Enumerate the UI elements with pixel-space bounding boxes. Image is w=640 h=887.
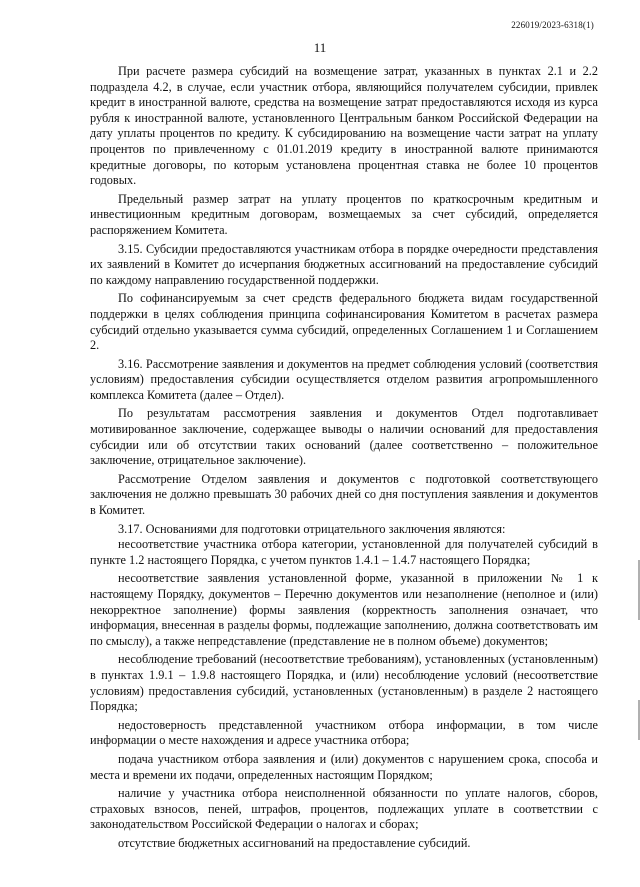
paragraph: При расчете размера субсидий на возмещение затрат, указанных в пунктах 2.1 и 2.2 подраздела 4.2, в случае, если участник отбора, являющийся получателем субсидии, привлек кредит в иностранной валюте, средства на возмещение затрат предоставляются исходя из курса рубля к иностранной валюте, установленного Центральным банком Российской Федерации на дату уплаты процентов по кредиту. К субсидированию на возмещение части затрат на уплату процентов по привлеченному с 01.01.2019 кредиту в иностранной валюте принимаются кредитные договоры, по которым установлена процентная ставка не более 10 процентов годовых. [90, 64, 598, 188]
paragraph: По софинансируемым за счет средств федерального бюджета видам государственной поддержки в целях соблюдения принципа софинансирования Комитетом в расчетах размера субсидий отдельно указывается сумма субсидий, определенных Соглашением 1 и Соглашением 2. [90, 291, 598, 353]
document-registration-number: 226019/2023-6318(1) [511, 20, 594, 30]
list-item: наличие у участника отбора неисполненной обязанности по уплате налогов, сборов, страховых взносов, пеней, штрафов, процентов, подлежащих уплате в соответствии с законодательством Российской Федерации о налогах и сборах; [90, 786, 598, 832]
page-number: 11 [313, 40, 327, 55]
paragraph: 3.16. Рассмотрение заявления и документов на предмет соблюдения условий (соответствия условиям) предоставления субсидии осуществляется отделом развития агропромышленного комплекса Комитета (далее – Отдел). [90, 356, 598, 402]
paragraph: 3.17. Основаниями для подготовки отрицательного заключения являются: [118, 521, 506, 536]
list-item: несоблюдение требований (несоответствие требованиям), установленных (установленным) в пунктах 1.9.1 – 1.9.8 настоящего Порядка, и (или) несоблюдение условий (несоответствие условиям) предоставления субсидий, установленных (установленным) в разделе 2 настоящего Порядка; [90, 652, 598, 714]
list-item: подача участником отбора заявления и (или) документов с нарушением срока, способа и места и времени их подачи, определенных настоящим Порядком; [90, 751, 598, 782]
paragraph: По результатам рассмотрения заявления и документов Отдел подготавливает мотивированное заключение, содержащее выводы о наличии оснований для предоставления субсидии или об отсутствии таких оснований (далее соответственно – положительное заключение, отрицательное заключение). [90, 406, 598, 468]
list-item: недостоверность представленной участником отбора информации, в том числе информации о месте нахождения и адресе участника отбора; [90, 717, 598, 748]
paragraph: Рассмотрение Отделом заявления и документов с подготовкой соответствующего заключения не должно превышать 30 рабочих дней со дня поступления заявления и документов в Комитет. [90, 471, 598, 518]
list-item: несоответствие заявления установленной форме, указанной в приложении № 1 к настоящему Порядку, документов – Перечню документов или незаполнение (неполное и (или) некорректное заполнение) формы заявления (корректность заполнения означает, что информация, внесенная в разделы формы, подлежащие заполнению, должна соответствовать им по смыслу), а также непредставление (представление не в полном объеме) документов; [90, 571, 598, 648]
list-item: несоответствие участника отбора категории, установленной для получателей субсидий в пункте 1.2 настоящего Порядка, с учетом пунктов 1.4.1 – 1.4.7 настоящего Порядка; [90, 537, 598, 567]
document-body [90, 64, 598, 855]
list-item: отсутствие бюджетных ассигнований на предоставление субсидий. [118, 835, 471, 850]
paragraph: Предельный размер затрат на уплату процентов по краткосрочным кредитным и инвестиционным кредитным договорам, возмещаемых за счет субсидий, определяется распоряжением Комитета. [90, 191, 598, 237]
paragraph: 3.15. Субсидии предоставляются участникам отбора в порядке очередности представления их заявлений в Комитет до исчерпания бюджетных ассигнований на предоставление субсидий по каждому направлению государственной поддержки. [90, 241, 598, 287]
